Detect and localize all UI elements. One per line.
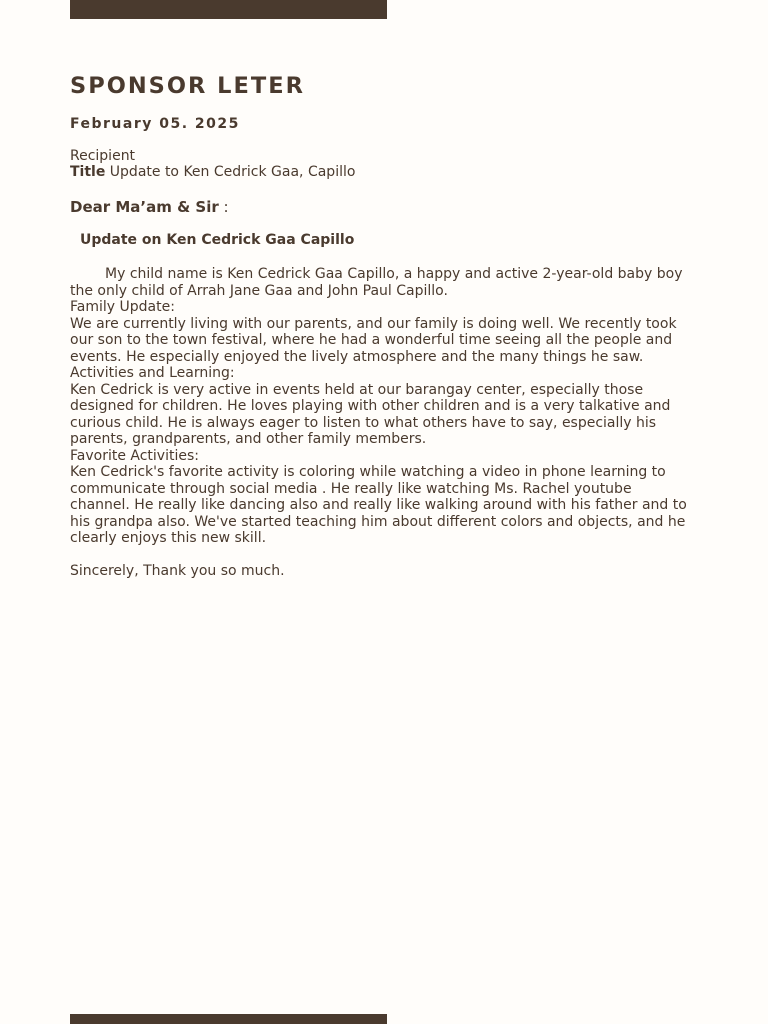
favorite-activities-heading: Favorite Activities: [70, 447, 199, 464]
activities-paragraph: Ken Cedrick is very active in events held at our barangay center, especially those designed for children. He loves playing with other children and is a very talkative and curious child. He is always eager to listen to what others have to say, especially his parents, grandparents, and other family members. [70, 381, 671, 447]
title-value: Update to Ken Cedrick Gaa, Capillo [105, 164, 356, 180]
intro-paragraph: My child name is Ken Cedrick Gaa Capillo, a happy and active 2-year-old baby boy the only child of Arrah Jane Gaa and John Paul Capillo. [70, 266, 683, 299]
letter-date: February 05. 2025 [70, 116, 240, 132]
activities-heading: Activities and Learning: [70, 365, 235, 381]
subject-line: Update on Ken Cedrick Gaa Capillo [80, 232, 355, 248]
letter-body [70, 266, 695, 580]
title-line [70, 164, 355, 180]
closing-line: Sincerely, Thank you so much. [70, 563, 285, 579]
top-decorative-bar [70, 0, 387, 19]
salutation-name: Dear Ma’am & Sir [70, 198, 219, 216]
salutation [70, 198, 229, 216]
favorite-activities-paragraph: Ken Cedrick's favorite activity is coloring while watching a video in phone learning to communicate through social media . He really like watching Ms. Rachel youtube channel. He really like dancing also and really like walking around with his father and to his grandpa also. We've started teaching him about different colors and objects, and he clearly enjoys this new skill. [70, 464, 687, 546]
letter-heading: SPONSOR LETER [70, 73, 305, 99]
recipient-label: Recipient [70, 148, 136, 164]
title-label: Title [70, 164, 106, 180]
family-update-paragraph: We are currently living with our parents, and our family is doing well. We recently took our son to the town festival, where he had a wonderful time seeing all the people and events. He especially enjoyed the lively atmosphere and the many things he saw. [70, 315, 677, 365]
bottom-decorative-bar [70, 1014, 387, 1024]
family-update-heading: Family Update: [70, 299, 175, 315]
salutation-suffix: : [218, 198, 229, 216]
